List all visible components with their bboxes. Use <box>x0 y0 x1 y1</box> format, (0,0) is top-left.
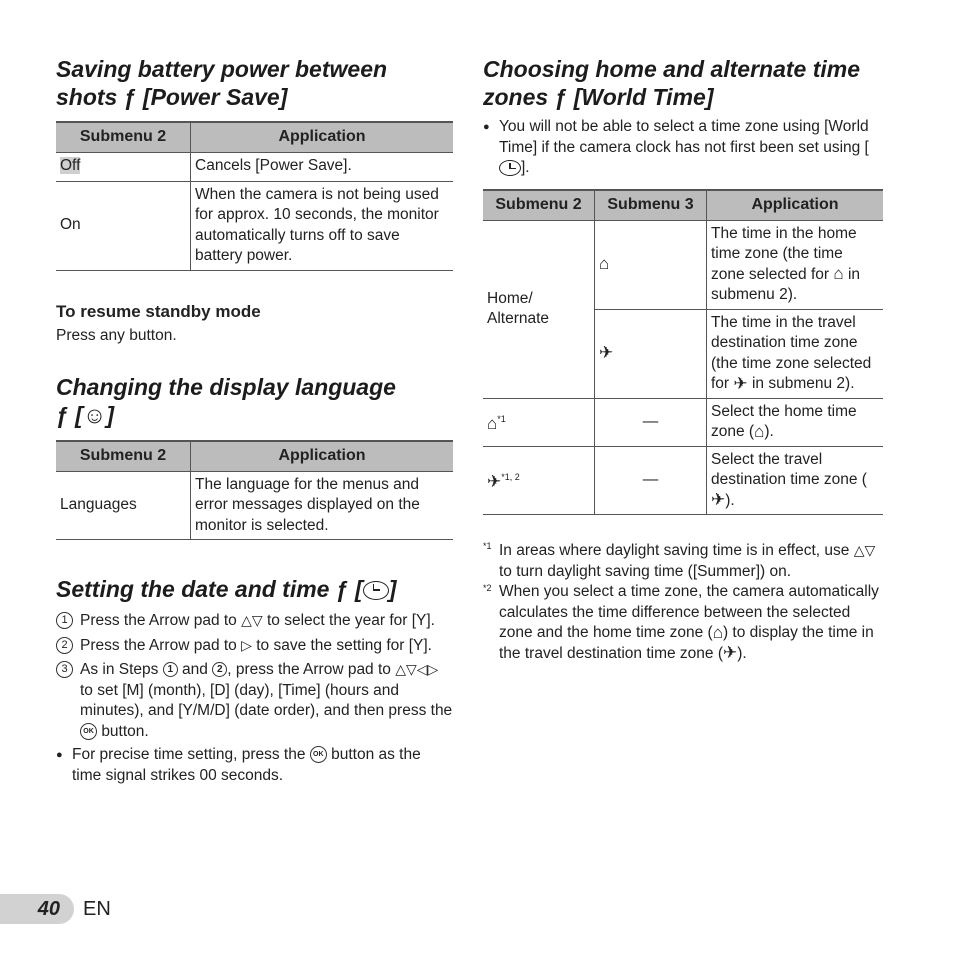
home-icon: ⌂ <box>712 622 723 642</box>
up-down-arrow-icon: △▽ <box>853 542 876 558</box>
clock-icon <box>363 581 389 600</box>
home-alternate-label: Home/ Alternate <box>483 220 595 398</box>
table-header-row <box>56 122 453 152</box>
home-icon: ⌂ <box>754 421 765 441</box>
col-header-submenu2: Submenu 2 <box>56 122 191 152</box>
airplane-icon: ✈ <box>599 343 614 363</box>
datetime-heading: Setting the date and time ƒ [ ] <box>56 576 397 602</box>
language-table <box>56 440 453 540</box>
list-item: 2 Press the Arrow pad to ▷ to save the setting for [Y]. <box>56 635 453 657</box>
resume-heading: To resume standby mode <box>56 302 261 321</box>
language-heading: Changing the display language ƒ [☺] <box>56 374 396 428</box>
power-save-heading: Saving battery power between shots ƒ [Power Save] <box>56 56 388 110</box>
col-header-submenu2: Submenu 2 <box>56 441 191 471</box>
ok-button-icon: OK <box>310 746 327 763</box>
up-down-arrow-icon: △▽ <box>241 612 263 628</box>
application-text: Select the travel destination time zone (✈). <box>707 446 884 515</box>
col-header-application: Application <box>191 441 454 471</box>
ok-button-icon: OK <box>80 723 97 740</box>
setup-wrench-icon: ƒ <box>554 84 568 110</box>
airplane-icon: ✈ <box>487 472 502 492</box>
footnotes <box>483 540 883 664</box>
col-header-application: Application <box>191 122 454 152</box>
world-time-heading: Choosing home and alternate time zones ƒ [World Time] <box>483 56 860 110</box>
submenu-value: Languages <box>56 471 191 540</box>
application-text: The language for the menus and error messages displayed on the monitor is selected. <box>191 471 454 540</box>
table-header-row <box>56 441 453 471</box>
application-text: Cancels [Power Save]. <box>191 152 454 181</box>
setup-wrench-icon: ƒ <box>56 402 69 428</box>
application-text: The time in the travel destination time zone (the time zone selected for ✈ in submenu 2). <box>707 309 884 398</box>
col-header-submenu3: Submenu 3 <box>595 190 707 220</box>
power-save-table <box>56 121 453 271</box>
table-row <box>56 181 453 270</box>
table-row <box>56 471 453 540</box>
datetime-steps <box>56 610 453 786</box>
application-text: Select the home time zone (⌂). <box>707 398 884 446</box>
four-way-arrow-icon: △▽◁▷ <box>395 661 439 677</box>
table-row <box>56 152 453 181</box>
resume-text: Press any button. <box>56 327 177 344</box>
world-time-note: ● You will not be able to select a time zone using [World Time] if the camera clock has not first been set using []. <box>483 117 889 179</box>
dash: — <box>595 398 707 446</box>
application-text: When the camera is not being used for approx. 10 seconds, the monitor automatically turns off to save battery power. <box>191 181 454 270</box>
airplane-icon: ✈ <box>733 373 748 393</box>
page-number: 40 <box>0 894 74 924</box>
language-icon: ☺ <box>82 402 107 428</box>
table-row <box>483 220 883 309</box>
airplane-icon: ✈ <box>723 643 738 663</box>
home-icon: ⌂ <box>833 264 844 284</box>
footnote: *2 When you select a time zone, the camera automatically calculates the time difference between the selected zone and the home time zone (⌂) to display the time in the travel destination time zone (✈). <box>483 583 879 663</box>
footnote: *1 In areas where daylight saving time is in effect, use △▽ to turn daylight saving time ([Summer]) on. <box>483 541 876 580</box>
language-code: EN <box>83 898 111 920</box>
application-text: The time in the home time zone (the time zone selected for ⌂ in submenu 2). <box>707 220 884 309</box>
submenu-value: Off <box>60 157 81 175</box>
table-header-row <box>483 190 883 220</box>
list-item: ● For precise time setting, press the OK button as the time signal strikes 00 seconds. <box>56 745 453 786</box>
world-time-table <box>483 189 883 515</box>
dash: — <box>595 446 707 515</box>
setup-wrench-icon: ƒ <box>123 84 137 110</box>
home-icon: ⌂ <box>487 414 498 434</box>
clock-icon <box>499 160 521 176</box>
list-item: 3 As in Steps 1 and 2 , press the Arrow pad to △▽◁▷ to set [M] (month), [D] (day), [Time] (hours and minutes), and [Y/M/D] (date order), and then press the OK button. <box>56 659 453 742</box>
table-row: ⌂$^{*1}$ — Select the home time zone (⌂). <box>483 398 883 446</box>
list-item: 1 Press the Arrow pad to △▽ to select the year for [Y]. <box>56 610 453 632</box>
setup-wrench-icon: ƒ <box>335 576 349 602</box>
home-icon: ⌂ <box>599 254 610 274</box>
col-header-submenu2: Submenu 2 <box>483 190 595 220</box>
table-row: ✈$^{*1, 2}$ — Select the travel destination time zone (✈). <box>483 446 883 515</box>
airplane-icon: ✈ <box>711 490 726 510</box>
submenu-value: On <box>56 181 191 270</box>
right-arrow-icon: ▷ <box>241 636 252 653</box>
col-header-application: Application <box>707 190 884 220</box>
